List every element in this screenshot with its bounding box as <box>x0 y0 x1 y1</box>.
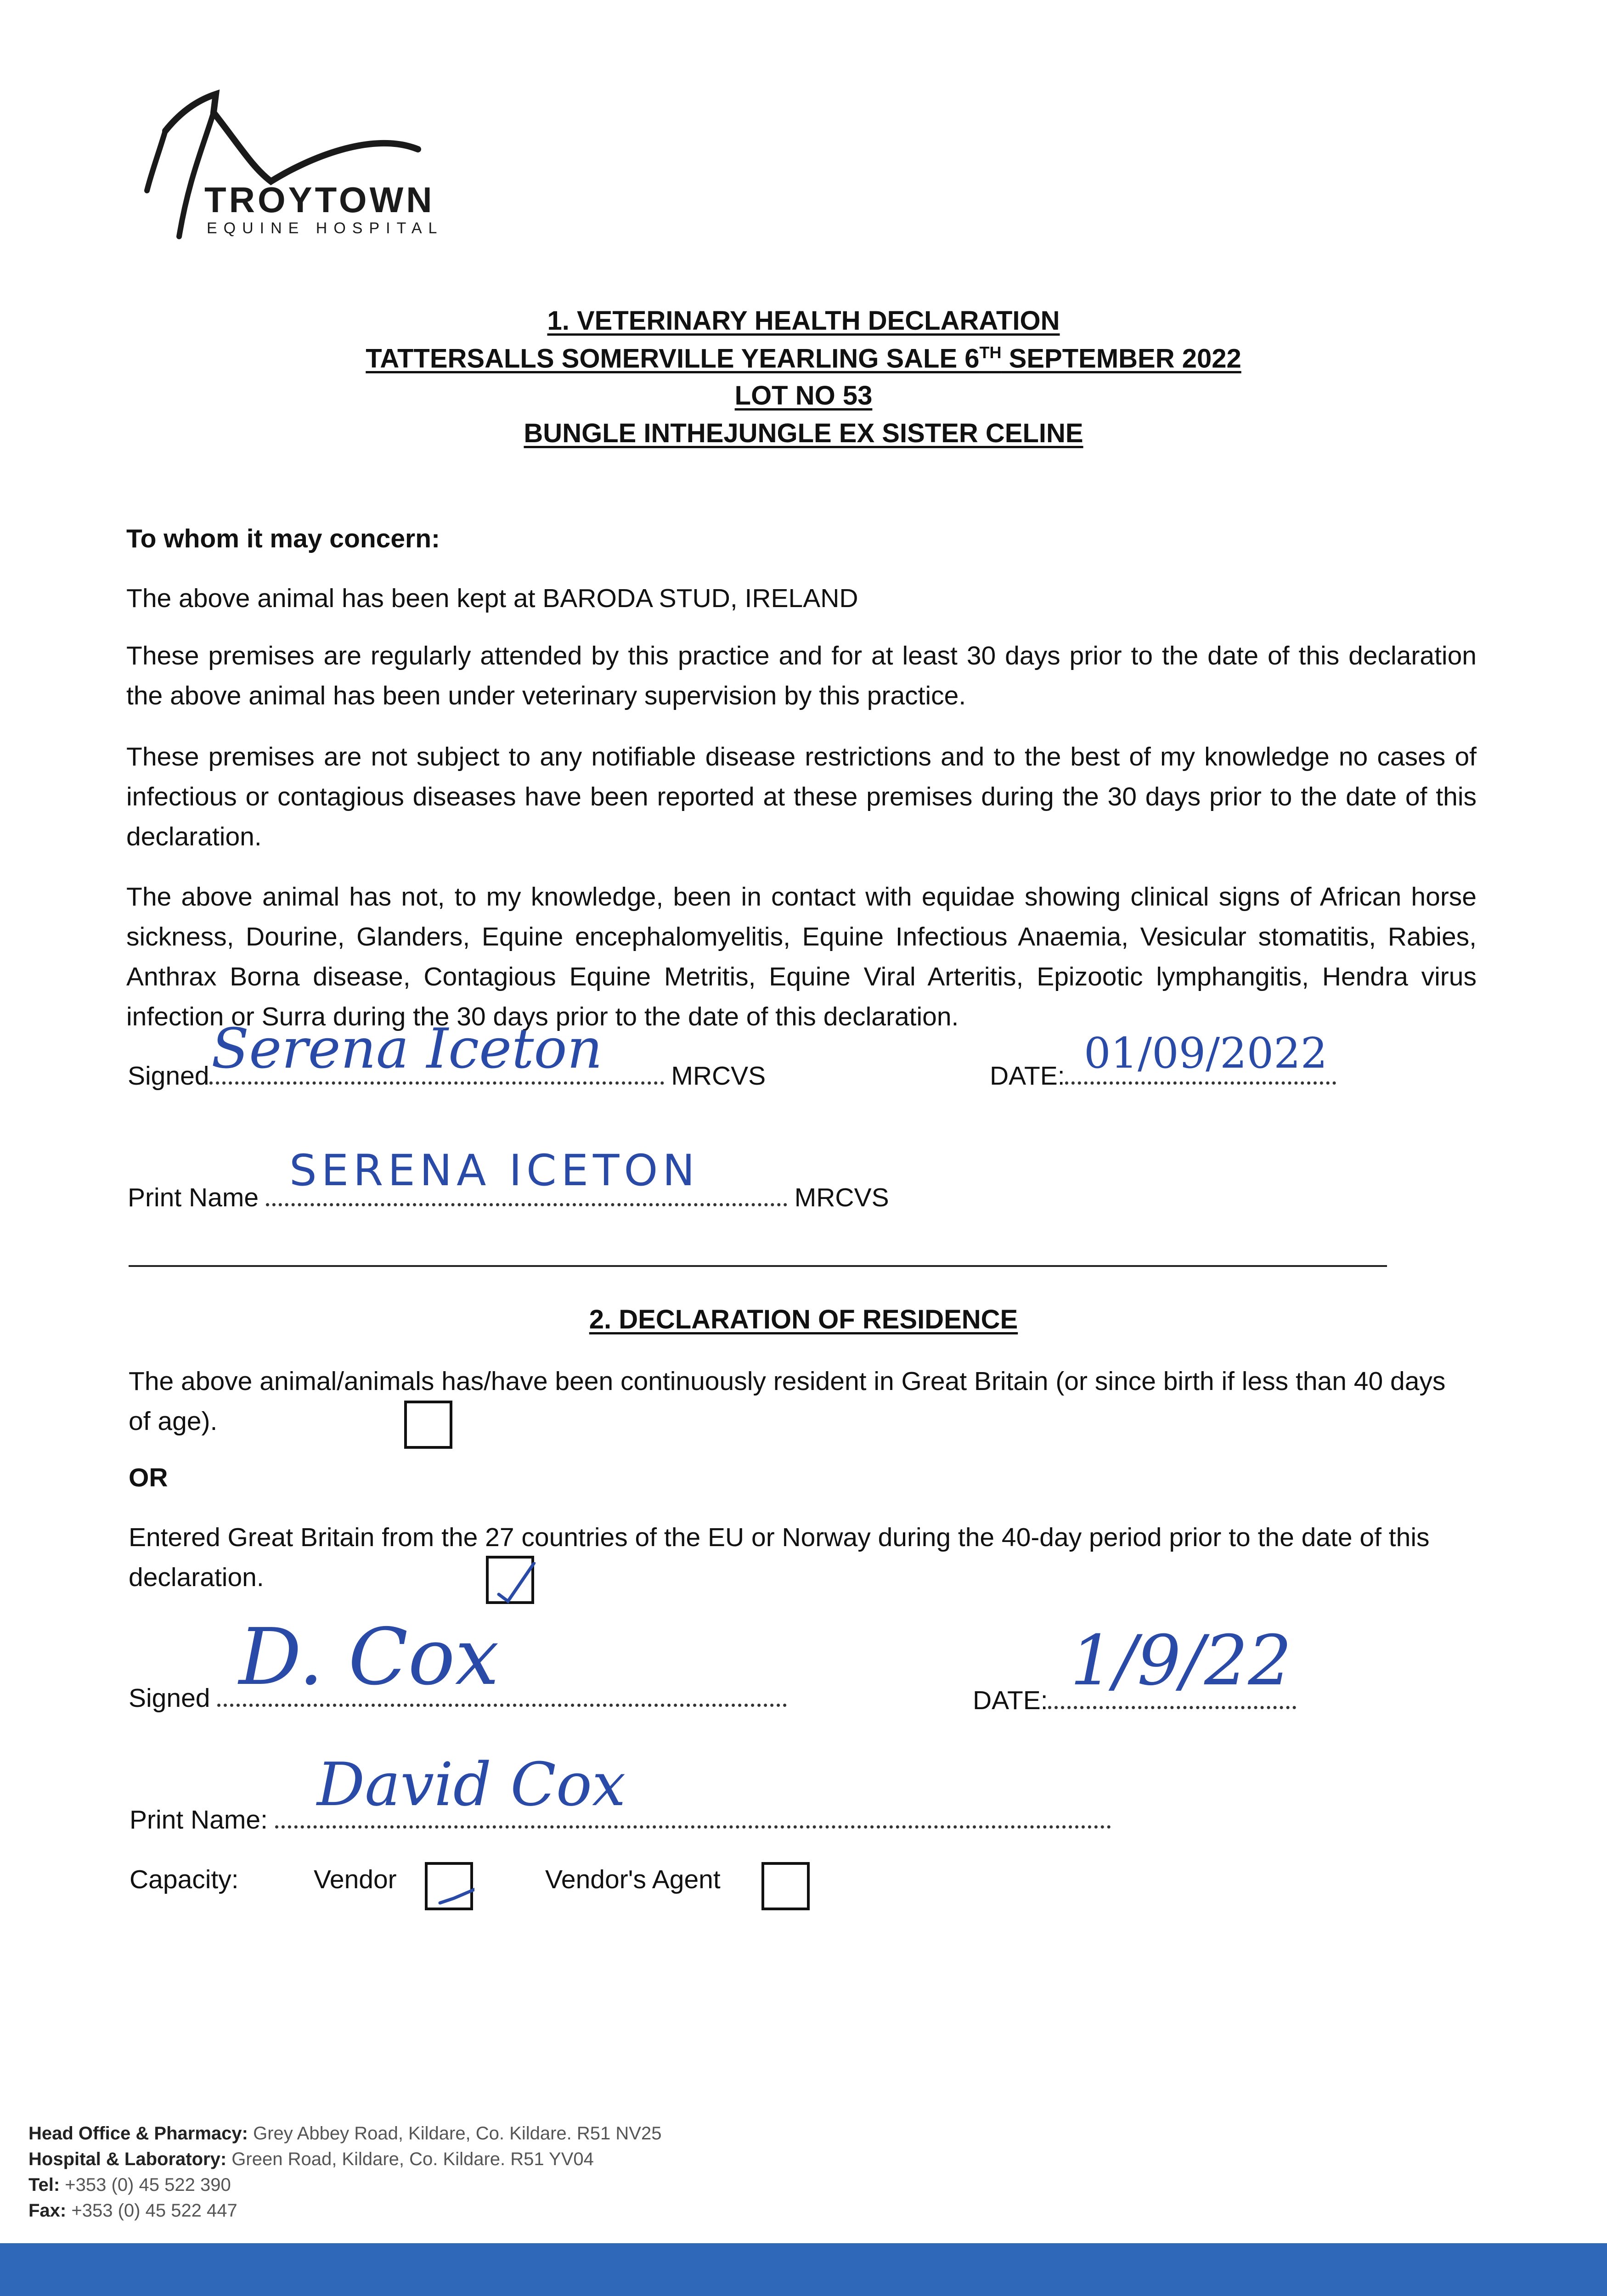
mrcvs-label: MRCVS <box>671 1061 766 1091</box>
footer-tel: Tel: +353 (0) 45 522 390 <box>28 2175 231 2195</box>
capacity-label: Capacity: <box>130 1865 239 1894</box>
salutation: To whom it may concern: <box>126 524 440 553</box>
footer-fax: Fax: +353 (0) 45 522 447 <box>28 2200 237 2221</box>
signed-label-2: Signed <box>129 1683 210 1713</box>
vendor-agent-checkbox[interactable] <box>761 1862 810 1910</box>
vendor-signature: D. Cox <box>239 1612 499 1703</box>
signature-dotted-line <box>209 1081 664 1085</box>
signed-label: Signed <box>128 1061 209 1091</box>
signature-dotted-line-2 <box>217 1704 787 1707</box>
mrcvs-label-2: MRCVS <box>794 1183 889 1212</box>
checkmark-icon <box>494 1562 536 1604</box>
vendor-label: Vendor <box>314 1865 397 1894</box>
residence-checkbox-1[interactable] <box>404 1401 452 1449</box>
print-name-dotted-line-2 <box>275 1825 1111 1829</box>
sale-title: TATTERSALLS SOMERVILLE YEARLING SALE 6TH SEPTEMBER 2022 <box>366 343 1241 374</box>
vendor-date-value: 1/9/22 <box>1070 1621 1292 1701</box>
vendor-checkbox[interactable] <box>425 1862 473 1910</box>
vendor-print-name-value: David Cox <box>317 1750 626 1819</box>
residence-checkbox-2[interactable] <box>486 1556 534 1604</box>
checkmark-icon-2 <box>433 1868 474 1910</box>
paragraph-restrictions: These premises are not subject to any notifiable disease restrictions and to the best of my knowledge no cases of infectious or contagious diseases have been reported at these premises during the 30 days prior to the date of this declaration. <box>126 742 1477 851</box>
paragraph-supervision: These premises are regularly attended by this practice and for at least 30 days prior to the date of this declaration the above animal has been under veterinary supervision by this practice. <box>126 641 1477 710</box>
or-separator: OR <box>129 1463 168 1492</box>
date-label-2: DATE: <box>973 1686 1048 1715</box>
logo-subtitle: EQUINE HOSPITAL <box>207 219 444 237</box>
footer-hospital: Hospital & Laboratory: Green Road, Kildare, Co. Kildare. R51 YV04 <box>28 2149 594 2169</box>
vendor-agent-label: Vendor's Agent <box>545 1865 721 1894</box>
vet-print-name-value: SERENA ICETON <box>289 1146 699 1196</box>
vet-signature: Serena Iceton <box>211 1017 603 1081</box>
section2-title: 2. DECLARATION OF RESIDENCE <box>589 1305 1018 1334</box>
lot-number: LOT NO 53 <box>734 381 873 411</box>
residence-option-1: The above animal/animals has/have been continuously resident in Great Britain (or since birth if less than 40 days of age). <box>129 1367 1446 1436</box>
date-label: DATE: <box>990 1061 1065 1091</box>
section-divider <box>129 1265 1387 1267</box>
footer-head-office: Head Office & Pharmacy: Grey Abbey Road, Kildare, Co. Kildare. R51 NV25 <box>28 2123 662 2144</box>
paragraph-premises: The above animal has been kept at BARODA STUD, IRELAND <box>126 584 858 613</box>
print-name-label-2: Print Name: <box>130 1805 268 1835</box>
vet-date-value: 01/09/2022 <box>1084 1029 1328 1078</box>
paragraph-contact: The above animal has not, to my knowledge, been in contact with equidae showing clinical signs of African horse sickness, Dourine, Glanders, Equine encephalomyelitis, Equine Infectious Anaemia, Vesicular stomatitis, Rabies, Anthrax Borna disease, Contagious Equine Metritis, Equine Viral Arteritis, Epizootic lymphangitis, Hendra virus infection or Surra during the 30 days prior to the date of this declaration. <box>126 882 1477 1031</box>
section1-title: 1. VETERINARY HEALTH DECLARATION <box>547 306 1060 336</box>
print-name-dotted-line <box>266 1203 787 1206</box>
footer-color-band <box>0 2243 1607 2296</box>
date-dotted-line-2 <box>1048 1706 1296 1709</box>
print-name-label: Print Name <box>128 1183 259 1212</box>
residence-option-2: Entered Great Britain from the 27 countries of the EU or Norway during the 40-day period prior to the date of this declaration. <box>129 1523 1430 1592</box>
logo-name: TROYTOWN <box>204 180 435 220</box>
horse-name: BUNGLE INTHEJUNGLE EX SISTER CELINE <box>524 418 1083 448</box>
date-dotted-line <box>1065 1081 1336 1085</box>
